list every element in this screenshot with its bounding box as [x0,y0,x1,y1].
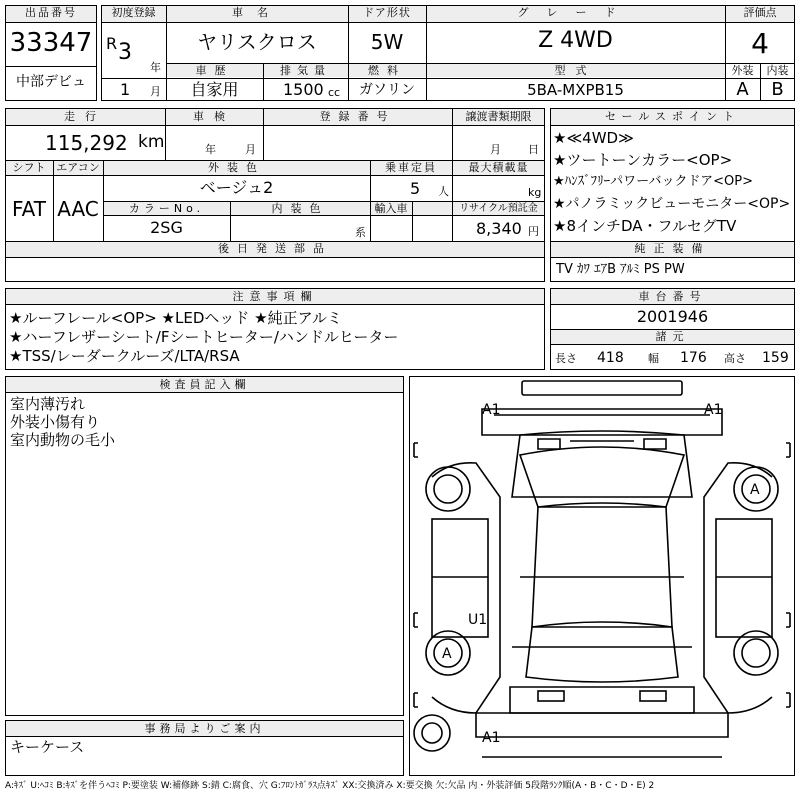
grade-label: グレード [517,6,634,19]
displacement-value: 1500 [283,80,324,99]
transfer-day-unit: 日 [528,143,539,156]
damage-mark: A1 [482,730,501,746]
inspection-label: 車検 [193,110,235,123]
legend: A:ｷｽﾞ U:ﾍｺﾐ B:ｷｽﾞを伴うﾍｺﾐ P:要塗装 W:補修跡 S:錆 C:腐食、穴 G:ﾌﾛﾝﾄｶﾞﾗｽ点ｷｽﾞ XX:交換済み X:要交換 欠:欠品 内・外装評価 5段階ﾗﾝｸ順(A・B・C・D・E) 2 [5,781,655,791]
sales-point: ★≪4WD≫ [553,129,634,147]
car-name-label: 車名 [232,6,282,19]
office-label: 事務局よりご案内 [144,722,265,735]
mileage-unit: km [138,132,165,152]
length-label: 長さ [555,352,577,365]
grade-value: Z 4WD [538,28,613,53]
sales-point: ★ツートーンカラー<OP> [553,151,733,169]
chassis-value: 2001946 [636,307,709,326]
damage-mark: A [442,646,452,662]
reg-month: 1 [120,80,131,99]
displacement-unit: cc [328,86,341,99]
first-reg-label: 初度登録 [111,6,156,19]
lot-label: 出品番号 [25,6,77,19]
model-value: 5BA-MXPB15 [527,81,624,99]
model-label: 型式 [554,64,597,77]
inspector-label: 検査員記入欄 [159,378,250,391]
history-label: 車歴 [195,64,234,77]
transfer-label: 譲渡書類期限 [465,110,532,123]
fuel-label: 燃料 [368,64,406,77]
score-label: 評価点 [743,6,777,19]
max-load-label: 最大積載量 [468,161,529,174]
damage-mark: A [750,482,760,498]
mileage-value: 115,292 [45,131,128,155]
length-value: 418 [597,350,624,366]
interior-score: B [771,79,784,100]
month-unit: 月 [150,85,161,98]
office-text: キーケース [10,738,85,756]
sales-point: ★ﾊﾝｽﾞﾌﾘｰパワーバックドア<OP> [553,174,753,189]
era: R [106,34,118,53]
height-label: 高さ [724,352,746,365]
reg-no-label: 登録番号 [319,110,396,123]
inspector-line: 室内動物の毛小 [10,431,116,449]
recycle-value: 8,340 [476,219,522,238]
debut-label: 中部デビュ [16,74,86,90]
recycle-label: リサイクル預託金 [459,203,538,214]
max-load-unit: kg [528,186,542,199]
exterior-score: A [736,79,749,100]
int-color-unit: 系 [355,226,366,239]
damage-mark: A1 [704,402,723,418]
ac-value: AAC [57,197,99,221]
car-name: ヤリスクロス [197,30,317,54]
inspector-line: 外装小傷有り [10,413,101,431]
exterior-label: 外装 [731,64,754,77]
capacity-unit: 人 [438,185,449,198]
notes-label: 注意事項欄 [232,290,318,303]
chassis-label: 車台番号 [638,290,707,303]
reg-year: 3 [118,40,132,65]
damage-mark: U1 [468,612,488,628]
ac-label: エアコン [56,161,100,174]
door-label: ドア形状 [363,6,411,19]
interior-label: 内装 [766,64,789,77]
import-label: 輸入車 [374,202,408,215]
dims-label: 諸元 [655,330,690,343]
color-no-value: 2SG [150,218,183,237]
capacity-value: 5 [410,179,421,198]
recycle-unit: 円 [528,225,539,238]
car-outline-svg [410,377,794,775]
later-parts-label: 後日発送部品 [218,242,332,255]
sales-point: ★パノラミックビューモニター<OP> [553,196,791,212]
equipment-label: 純正装備 [634,242,711,255]
note-line: ★ルーフレール<OP> ★LEDヘッド ★純正アルミ [9,309,343,327]
note-line: ★TSS/レーダークルーズ/LTA/RSA [9,347,240,365]
sales-point: ★8インチDA・フルセグTV [553,217,737,235]
note-line: ★ハーフレザーシート/Fシートヒーター/ハンドルヒーター [9,328,399,346]
car-diagram [409,376,795,776]
width-value: 176 [680,350,707,366]
score-value: 4 [751,27,769,60]
height-value: 159 [762,350,789,366]
year-unit: 年 [150,61,161,74]
shift-value: FAT [11,197,46,221]
fuel-value: ガソリン [359,82,415,98]
int-color-label: 内装色 [271,202,329,215]
history-value: 自家用 [190,80,239,99]
ext-color-label: 外装色 [208,161,265,174]
width-label: 幅 [648,352,659,365]
inspector-line: 室内薄汚れ [10,395,86,413]
equipment-value: TV ｶﾜ ｴｱB ｱﾙﾐ PS PW [556,262,685,277]
lot-number: 33347 [9,28,93,58]
inspection-month-unit: 月 [245,143,256,156]
transfer-month-unit: 月 [490,143,501,156]
inspection-year-unit: 年 [205,143,216,156]
sales-label: セールスポイント [604,110,740,123]
damage-mark: A1 [482,402,501,418]
door-value: 5W [370,30,404,54]
ext-color-value: ベージュ2 [199,178,274,197]
capacity-label: 乗車定員 [385,161,437,174]
shift-label: シフト [12,161,46,174]
color-no-label: カラーNo. [128,202,205,215]
displacement-label: 排気量 [280,64,331,77]
mileage-label: 走行 [64,110,106,123]
